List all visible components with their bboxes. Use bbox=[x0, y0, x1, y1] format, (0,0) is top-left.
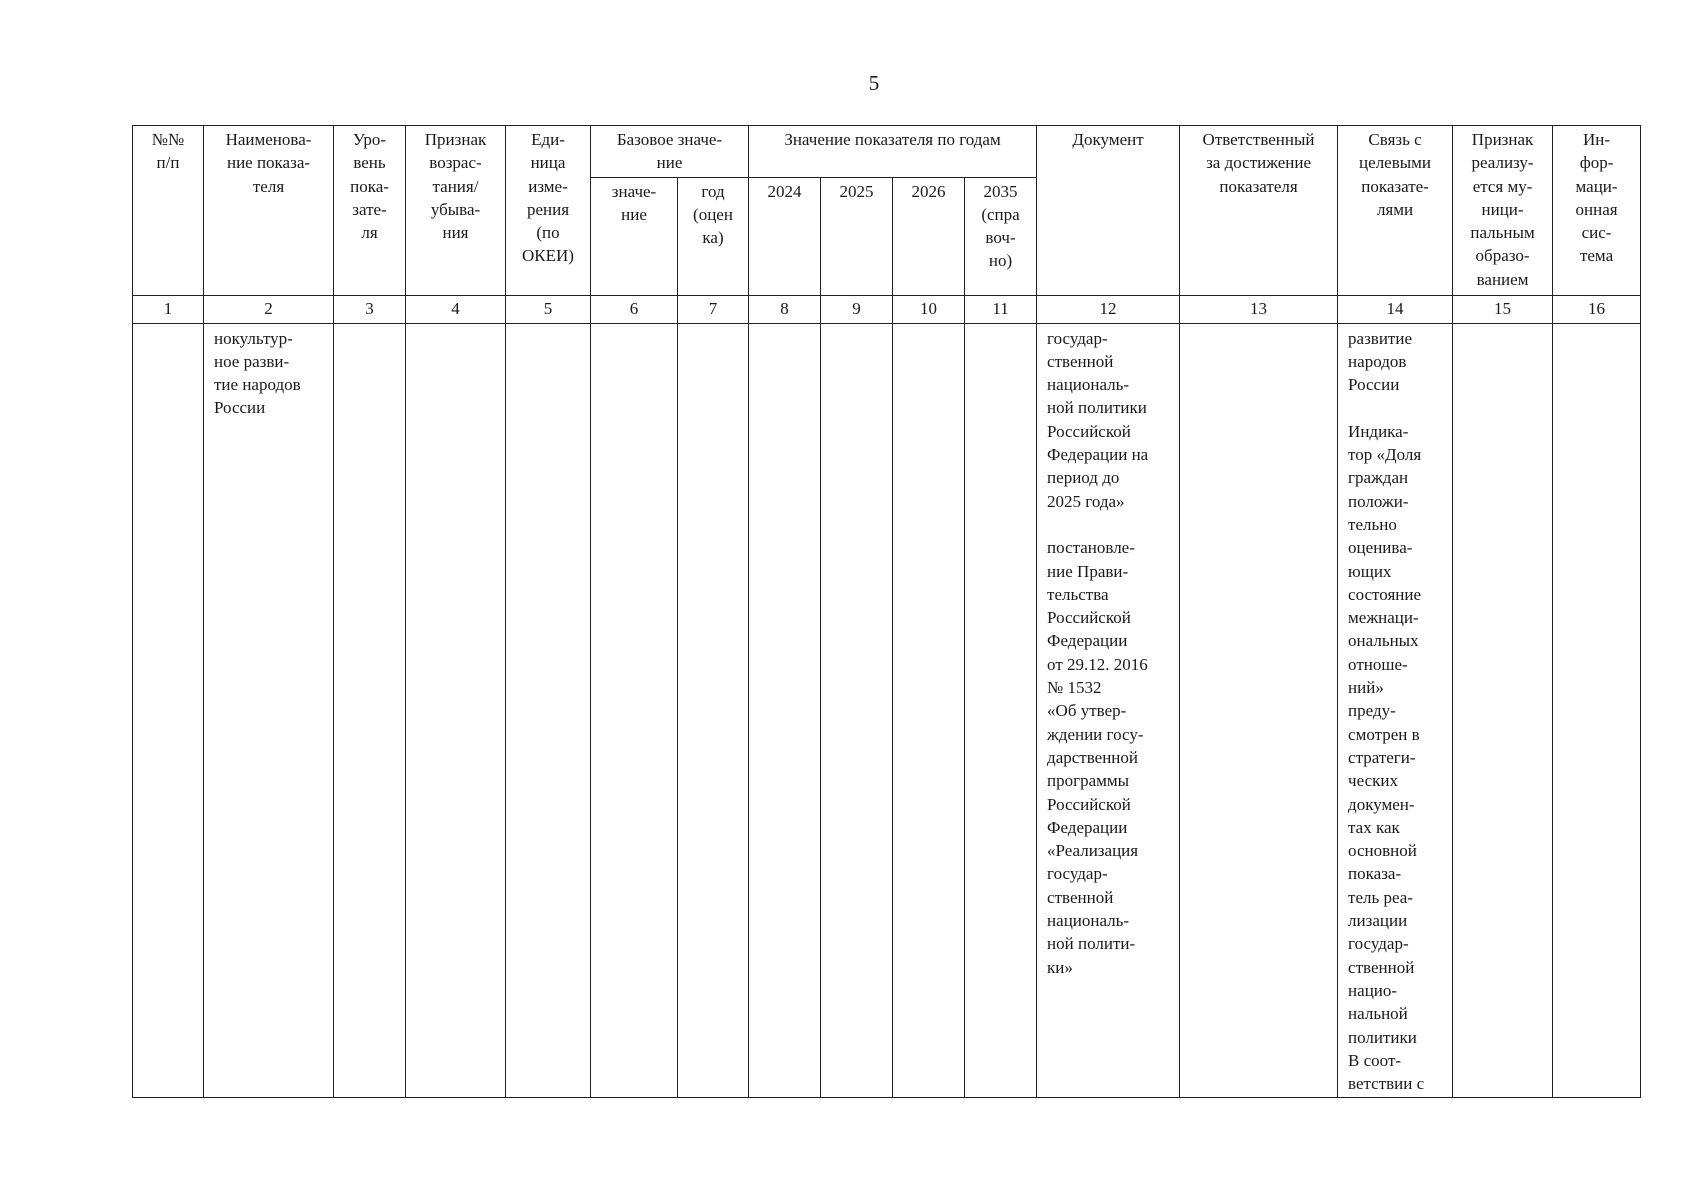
column-number: 5 bbox=[506, 295, 591, 323]
header-indicator-name: Наименова- ние показа- теля bbox=[204, 126, 334, 296]
cell-base-value bbox=[591, 323, 678, 1097]
header-row bbox=[133, 126, 1641, 178]
cell-year-2026 bbox=[893, 323, 965, 1097]
column-number: 12 bbox=[1037, 295, 1180, 323]
header-year-2026: 2026 bbox=[893, 177, 965, 295]
table-row bbox=[133, 323, 1641, 1097]
page-number: 5 bbox=[868, 71, 880, 95]
header-year-2035: 2035 (спра воч- но) bbox=[965, 177, 1037, 295]
header-responsible: Ответственный за достижение показателя bbox=[1180, 126, 1338, 296]
indicators-table bbox=[132, 125, 1641, 1098]
header-unit: Еди- ница изме- рения (по ОКЕИ) bbox=[506, 126, 591, 296]
column-number: 11 bbox=[965, 295, 1037, 323]
column-number: 8 bbox=[749, 295, 821, 323]
column-number: 3 bbox=[334, 295, 406, 323]
column-number: 15 bbox=[1453, 295, 1553, 323]
column-number: 14 bbox=[1338, 295, 1453, 323]
cell-target-link: развитие народов России Индика- тор «Доля граждан положи- тельно оценива- ющих состояние межнаци- ональных отноше- ний» преду- смотрен в стратеги- ческих докумен- тах как основной показа- тель реа- лизации государ- ственной нацио- нальной политики В соот- ветствии с bbox=[1338, 323, 1453, 1097]
column-number: 16 bbox=[1553, 295, 1641, 323]
cell-indicator-name: нокультур- ное разви- тие народов России bbox=[204, 323, 334, 1097]
cell-number bbox=[133, 323, 204, 1097]
cell-year-2025 bbox=[821, 323, 893, 1097]
cell-year-2035 bbox=[965, 323, 1037, 1097]
column-number: 10 bbox=[893, 295, 965, 323]
column-numbers-row bbox=[133, 295, 1641, 323]
column-number: 6 bbox=[591, 295, 678, 323]
column-number: 13 bbox=[1180, 295, 1338, 323]
header-municipal-sign: Признак реализу- ется му- ници- пальным образо- ванием bbox=[1453, 126, 1553, 296]
cell-document: государ- ственной националь- ной политики Российской Федерации на период до 2025 года» постановле- ние Прави- тельства Российской Федерации от 29.12. 2016 № 1532 «Об утвер- ждении госу- дарственной программы Российской Федерации «Реализация государ- ственной националь- ной полити- ки» bbox=[1037, 323, 1180, 1097]
column-number: 1 bbox=[133, 295, 204, 323]
header-base-value: значе- ние bbox=[591, 177, 678, 295]
header-year-2025: 2025 bbox=[821, 177, 893, 295]
cell-base-year bbox=[678, 323, 749, 1097]
header-indicator-level: Уро- вень пока- зате- ля bbox=[334, 126, 406, 296]
column-number: 4 bbox=[406, 295, 506, 323]
cell-responsible bbox=[1180, 323, 1338, 1097]
cell-info-system bbox=[1553, 323, 1641, 1097]
cell-growth-sign bbox=[406, 323, 506, 1097]
header-document: Документ bbox=[1037, 126, 1180, 296]
header-years-group: Значение показателя по годам bbox=[749, 126, 1037, 178]
header-base-value-group: Базовое значе- ние bbox=[591, 126, 749, 178]
header-target-link: Связь с целевыми показате- лями bbox=[1338, 126, 1453, 296]
column-number: 9 bbox=[821, 295, 893, 323]
cell-municipal-sign bbox=[1453, 323, 1553, 1097]
column-number: 2 bbox=[204, 295, 334, 323]
cell-unit bbox=[506, 323, 591, 1097]
header-number: №№ п/п bbox=[133, 126, 204, 296]
header-base-year: год (оцен ка) bbox=[678, 177, 749, 295]
header-growth-sign: Признак возрас- тания/ убыва- ния bbox=[406, 126, 506, 296]
cell-year-2024 bbox=[749, 323, 821, 1097]
cell-indicator-level bbox=[334, 323, 406, 1097]
header-info-system: Ин- фор- маци- онная сис- тема bbox=[1553, 126, 1641, 296]
column-number: 7 bbox=[678, 295, 749, 323]
header-year-2024: 2024 bbox=[749, 177, 821, 295]
